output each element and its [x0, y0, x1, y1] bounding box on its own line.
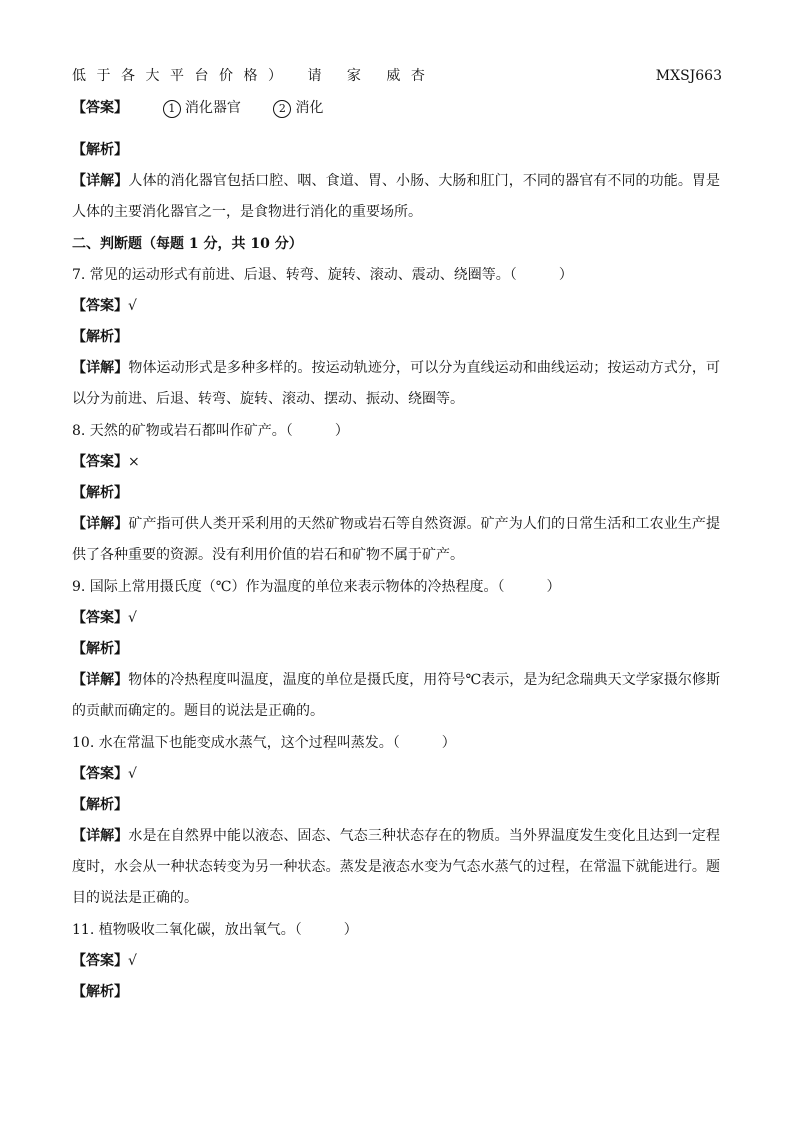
answer-label: 【答案】	[72, 100, 128, 116]
q10-answer: 【答案】√	[72, 766, 137, 782]
circled-number-1: 1	[163, 100, 181, 118]
q8-answer: 【答案】×	[72, 454, 140, 470]
q6-detail: 【详解】人体的消化器官包括口腔、咽、食道、胃、小肠、大肠和肛门，不同的器官有不同的功能。胃是人体的主要消化器官之一，是食物进行消化的重要场所。	[72, 173, 721, 220]
circled-number-2: 2	[273, 100, 291, 118]
q9-answer: 【答案】√	[72, 610, 137, 626]
q9-analysis-label: 【解析】	[72, 641, 128, 657]
q8-detail: 【详解】矿产指可供人类开采利用的天然矿物或岩石等自然资源。矿产为人们的日常生活和工农业生产提供了各种重要的资源。没有利用价值的岩石和矿物不属于矿产。	[72, 516, 721, 563]
q7-answer: 【答案】√	[72, 298, 137, 314]
q6-answer-line	[72, 98, 722, 118]
section-title: 二、判断题（每题 1 分，共 10 分）	[72, 236, 303, 252]
q9-detail: 【详解】物体的冷热程度叫温度，温度的单位是摄氏度，用符号℃表示，是为纪念瑞典天文学家摄尔修斯的贡献而确定的。题目的说法是正确的。	[72, 672, 720, 719]
q6-option-2: 消化	[295, 100, 324, 116]
q11-answer: 【答案】√	[72, 953, 137, 969]
page-header	[72, 66, 722, 86]
q7-analysis-label: 【解析】	[72, 329, 128, 345]
header-code: MXSJ663	[655, 68, 722, 84]
q10-detail: 【详解】水是在自然界中能以液态、固态、气态三种状态存在的物质。当外界温度发生变化且达到一定程度时，水会从一种状态转变为另一种状态。蒸发是液态水变为气态水蒸气的过程，在常温下就能进行。题目的说法是正确的。	[72, 828, 721, 906]
q11-analysis-label: 【解析】	[72, 984, 128, 1000]
header-left-text: 低于各大平台价格） 请 家 威杏	[72, 68, 436, 84]
q9-stem: 9. 国际上常用摄氏度（℃）作为温度的单位来表示物体的冷热程度。（ ）	[72, 579, 561, 595]
q11-stem: 11. 植物吸收二氧化碳，放出氧气。（ ）	[72, 922, 358, 938]
q7-detail: 【详解】物体运动形式是多种多样的。按运动轨迹分，可以分为直线运动和曲线运动；按运动方式分，可以分为前进、后退、转弯、旋转、滚动、摆动、振动、绕圈等。	[72, 360, 721, 407]
q6-option-1: 消化器官	[184, 100, 241, 116]
q8-stem: 8. 天然的矿物或岩石都叫作矿产。（ ）	[72, 423, 349, 439]
q7-stem: 7. 常见的运动形式有前进、后退、转弯、旋转、滚动、震动、绕圈等。（ ）	[72, 267, 573, 283]
q8-analysis-label: 【解析】	[72, 485, 128, 501]
q10-stem: 10. 水在常温下也能变成水蒸气，这个过程叫蒸发。（ ）	[72, 735, 456, 751]
q10-analysis-label: 【解析】	[72, 797, 128, 813]
q6-analysis-label: 【解析】	[72, 142, 128, 158]
